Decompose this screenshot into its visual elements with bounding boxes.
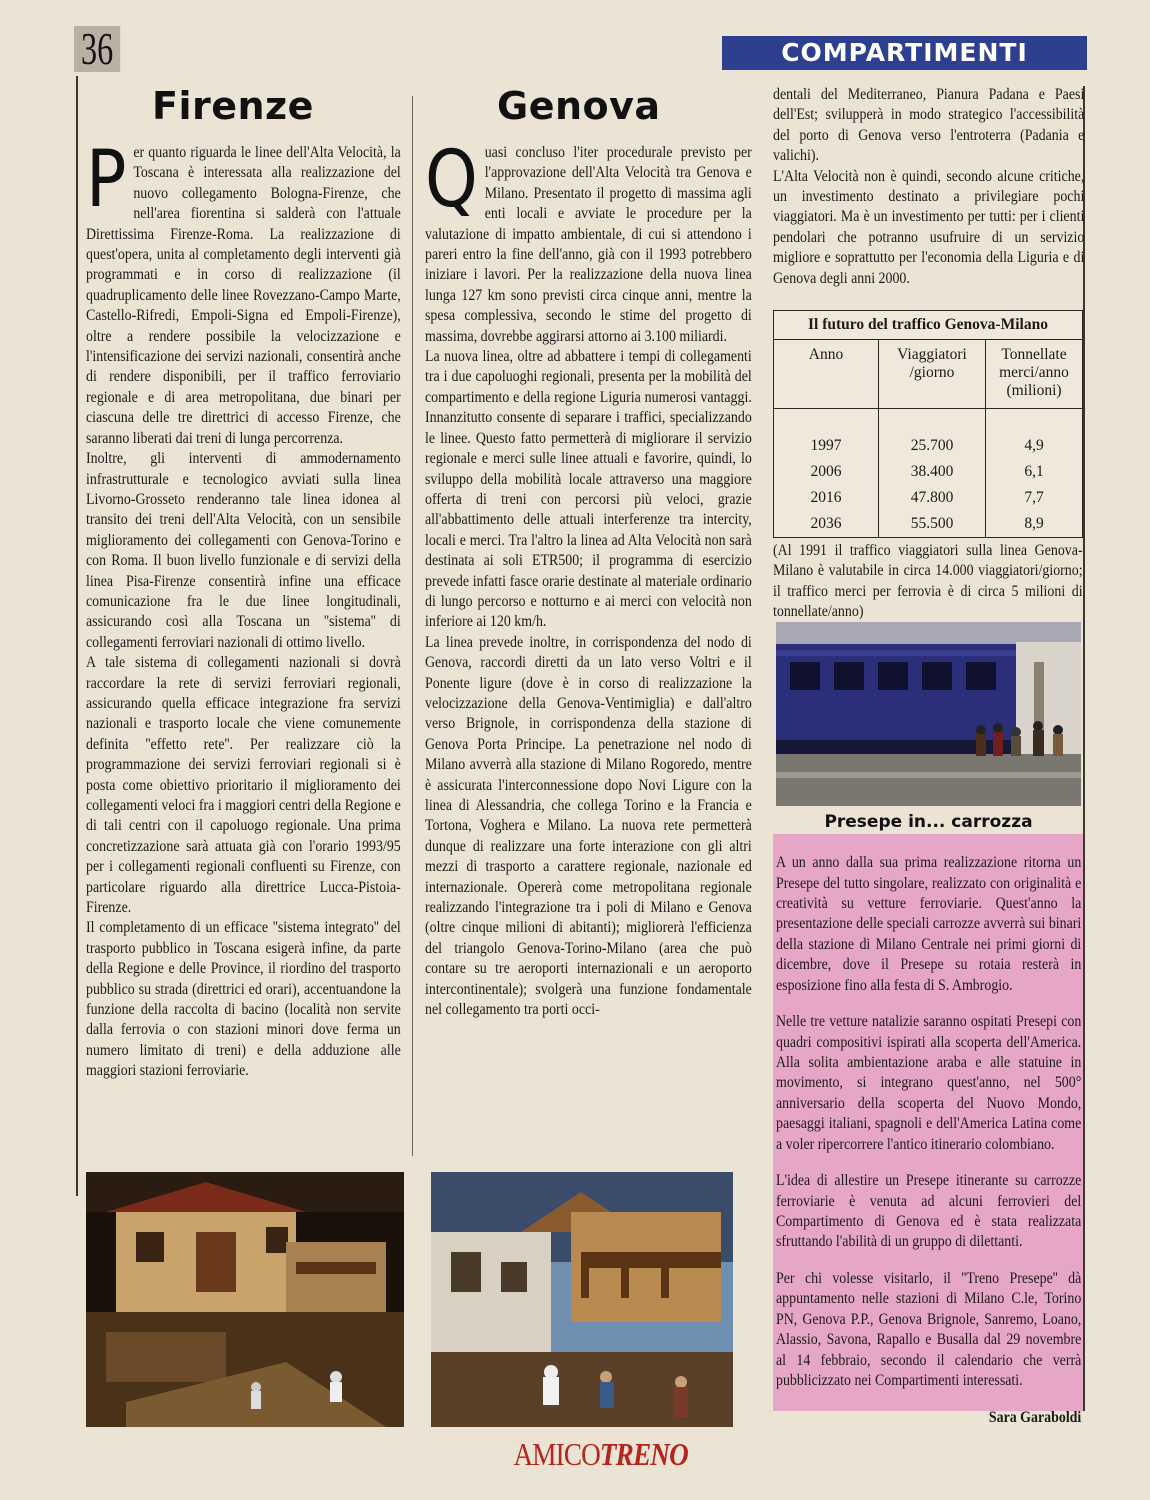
table-header-anno: Anno	[774, 340, 879, 409]
train-photo	[776, 622, 1081, 806]
column-rule-middle	[412, 96, 413, 1156]
table-note: (Al 1991 il traffico viaggiatori sulla linea Genova-Milano è valutabile in circa 14.000 viaggiatori/giorno; il traffico merci per ferrovia è di circa 5 milioni di tonnellate/anno)	[773, 541, 1083, 621]
section-banner: COMPARTIMENTI	[722, 36, 1087, 70]
firenze-paragraph: er quanto riguarda le linee dell'Alta Velocità, la Toscana è interessata alla realizzazione del nuovo collegamento Bologna-Firenze, che nell'area fiorentina si salderà con l'attuale Direttissima Firenze-Roma. La realizzazione di quest'opera, unita al completamento degli interventi già programmati e in corso di realizzazione (il quadruplicamento delle linee Rovezzano-Campo Marte, Castello-Rifredi, Empoli-Signa ed Empoli-Firenze), oltre a rendere possibile la velocizzazione e l'intensificazione dei servizi nazionali, consentirà anche di rendere disponibili, per il traffico ferroviario regionale e di area metropolitana, due binari per ciascuna delle tre direttrici di accesso Firenze, che saranno liberati dai treni di lunga percorrenza.	[86, 143, 401, 447]
masthead-part-1: AMICO	[513, 1436, 600, 1472]
presepe-box-text	[776, 836, 1081, 1427]
traffic-table-title: Il futuro del traffico Genova-Milano	[774, 311, 1083, 340]
genova-article	[425, 135, 752, 1019]
nativity-photo-genova	[431, 1172, 733, 1427]
page-number: 36	[74, 26, 120, 72]
nativity-photo-firenze	[86, 1172, 404, 1427]
table-years: 1997 2006 2016 2036	[774, 409, 879, 538]
firenze-paragraph: Inoltre, gli interventi di ammodernamento infrastrutturale e tecnologico avviati sulla linea Livorno-Grosseto renderanno tale linea idonea al transito dei treni dell'Alta Velocità, con un sensibile miglioramento dei collegamenti con Genova-Torino e con Roma. Il buon livello funzionale e di servizi della linea Pisa-Firenze consentirà infine una efficace comunicazione fra le due linee longitudinali, assicurando così alla Toscana un ''sistema'' di collegamenti ferroviari nazionali di ottimo livello.	[86, 449, 401, 651]
presepe-paragraph: L'idea di allestire un Presepe itinerante su carrozze ferroviarie è venuta ad alcuni ferrovieri del Compartimento di Genova ed è stata realizzata sfruttando l'abilità di un gruppo di dilettanti.	[776, 1171, 1082, 1251]
presepe-paragraph: A un anno dalla sua prima realizzazione ritorna un Presepe del tutto singolare, realizzato con originalità e creatività su vetture ferroviarie. Quest'anno la presentazione delle speciali carrozze avverrà sui binari della stazione di Milano Centrale nei primi giorni di dicembre, dove il Presepe su rotaia resterà in esposizione fino alla festa di S. Ambrogio.	[776, 853, 1082, 994]
table-header-viaggiatori: Viaggiatori /giorno	[879, 340, 986, 409]
right-column-paragraph: dentali del Mediterraneo, Pianura Padana e Paesi dell'Est; svilupperà in modo strategico l'accessibilità del porto di Genova verso l'entroterra (Padania e valichi).	[773, 85, 1085, 165]
table-passengers: 25.700 38.400 47.800 55.500	[879, 409, 986, 538]
column-rule-left	[76, 76, 78, 1196]
table-freight: 4,9 6,1 7,7 8,9	[986, 409, 1083, 538]
firenze-heading: Firenze	[152, 84, 314, 128]
firenze-dropcap: P	[86, 135, 127, 225]
firenze-paragraph: A tale sistema di collegamenti nazionali si dovrà raccordare la rete di servizi ferroviari regionali, assicurando quella efficace integrazione fra servizi nazionali e trasporto locale che viene comunemente definita ''effetto rete''. Per realizzare ciò la programmazione dei servizi ferroviari regionali si è posta come obiettivo prioritario il miglioramento dei collegamenti veloci fra i maggiori centri della Regione e di tali centri con il capoluogo regionale. Una prima concretizzazione sarà attuata già con l'orario 1993/95 per i collegamenti regionali confluenti su Firenze, con particolare riguardo alla direttrice Lucca-Pistoia-Firenze.	[86, 653, 401, 917]
genova-paragraph: La nuova linea, oltre ad abbattere i tempi di collegamenti tra i due capoluoghi regionali, presenta per la mobilità del compartimento e della regione Liguria numerosi vantaggi. Innanzitutto consente di separare i traffici, specializzando le linee. Questo fatto permetterà di migliorare il servizio regionale e merci sulle linee attuali e favorire, quindi, lo sviluppo della mobilità locale attraverso una maggiore offerta di treni con percorsi più veloci, grazie all'abbattimento delle attuali interferenze tra intercity, locali e merci. Tra l'altro la linea ad Alta Velocità non sarà destinata ai soli ETR500; il programma di esercizio prevede infatti fasce orarie destinate al materiale ordinario di lungo percorso e notturno e ai merci con velocità non inferiore ai 120 km/h.	[425, 347, 752, 631]
firenze-paragraph: Il completamento di un efficace ''sistema integrato'' del trasporto pubblico in Toscana esigerà infine, da parte della Regione e delle Province, il riordino del trasporto pubblico su strada (direttrici ed orari), accentuandone la funzione della raccolta di bacino (località non servite dalla ferrovia o con stazioni minori dove ferma un numero limitato di treni) e della adduzione alle maggiori stazioni ferroviarie.	[86, 918, 401, 1080]
genova-paragraph: La linea prevede inoltre, in corrispondenza del nodo di Genova, raccordi diretti da un lato verso Voltri e il Ponente ligure (dove è in corso di realizzazione la velocizzazione della Genova-Ventimiglia) e dall'altro verso Brignole, in corrispondenza della stazione di Genova Porta Principe. La penetrazione nel nodo di Milano avverrà alla stazione di Milano Rogoredo, mentre è assicurata l'interconnessione dopo Novi Ligure con la linea di Alessandria, che collega Torino e la Francia e Tortona, Voghera e Milano. La nuova rete permetterà dunque di realizzare una forte interazione con gli altri mezzi di trasporto a carattere regionale, nazionale ed internazionale. Opererà come metropolitana regionale realizzando l'integrazione tra i poli di Milano e Genova (oltre cinque milioni di abitanti); migliorerà l'efficienza del triangolo Genova-Torino-Milano (area che può contare su tre aeroporti internazionali e un aeroporto intercontinentale); svolgerà una funzione fondamentale nel collegamento tra porti occi-	[425, 632, 752, 1019]
masthead-logo	[513, 1436, 688, 1473]
right-column-article	[773, 84, 1084, 288]
traffic-table	[773, 310, 1083, 538]
firenze-article	[86, 135, 401, 1081]
presepe-paragraph: Per chi volesse visitarlo, il ''Treno Presepe'' dà appuntamento nelle stazioni di Milano C.le, Torino PN, Genova P.P., Genova Brignole, Sanremo, Loano, Alassio, Savona, Rapallo e Busalla dal 29 novembre al 14 febbraio, secondo il calendario che verrà pubblicizzato nei Compartimenti interessati.	[776, 1269, 1082, 1390]
genova-dropcap: Q	[425, 135, 478, 225]
right-column-paragraph: L'Alta Velocità non è quindi, secondo alcune critiche, un investimento destinato a privilegiare pochi viaggiatori. Ma è un investimento per tutti: per i clienti pendolari che potranno usufruire di un servizio migliore e soprattutto per l'economia della Liguria e di Genova degli anni 2000.	[773, 166, 1085, 287]
masthead-part-2: TRENO	[599, 1436, 688, 1472]
presepe-box-title: Presepe in... carrozza	[824, 812, 1033, 832]
genova-paragraph: uasi concluso l'iter procedurale previsto per l'approvazione dell'Alta Velocità tra Genova e Milano. Presentato il progetto di massima agli enti locali e avviate le procedure per la valutazione di impatto ambientale, di cui si attendono i pareri entro la fine dell'anno, già con il 1993 potrebbero iniziare i lavori. Per la realizzazione della nuova linea lunga 127 km sono previsti circa cinque anni, mentre la spesa complessiva, secondo le stime del progetto di massima, dovrebbe aggirarsi attorno ai 3.100 miliardi.	[425, 143, 752, 345]
presepe-paragraph: Nelle tre vetture natalizie saranno ospitati Presepi con quadri compositivi ispirati alla scoperta dell'America. Alla solita ambientazione araba e alle statuine in movimento, si integrano quest'anno, nel 500° anniversario della scoperta del Nuovo Mondo, paesaggi italiani, spagnoli e dell'America Latina come a voler ripercorrere l'antico itinerario colombiano.	[776, 1012, 1082, 1153]
genova-heading: Genova	[497, 84, 661, 128]
table-header-tonnellate: Tonnellate merci/anno (milioni)	[986, 340, 1083, 409]
byline: Sara Garaboldi	[988, 1407, 1082, 1426]
